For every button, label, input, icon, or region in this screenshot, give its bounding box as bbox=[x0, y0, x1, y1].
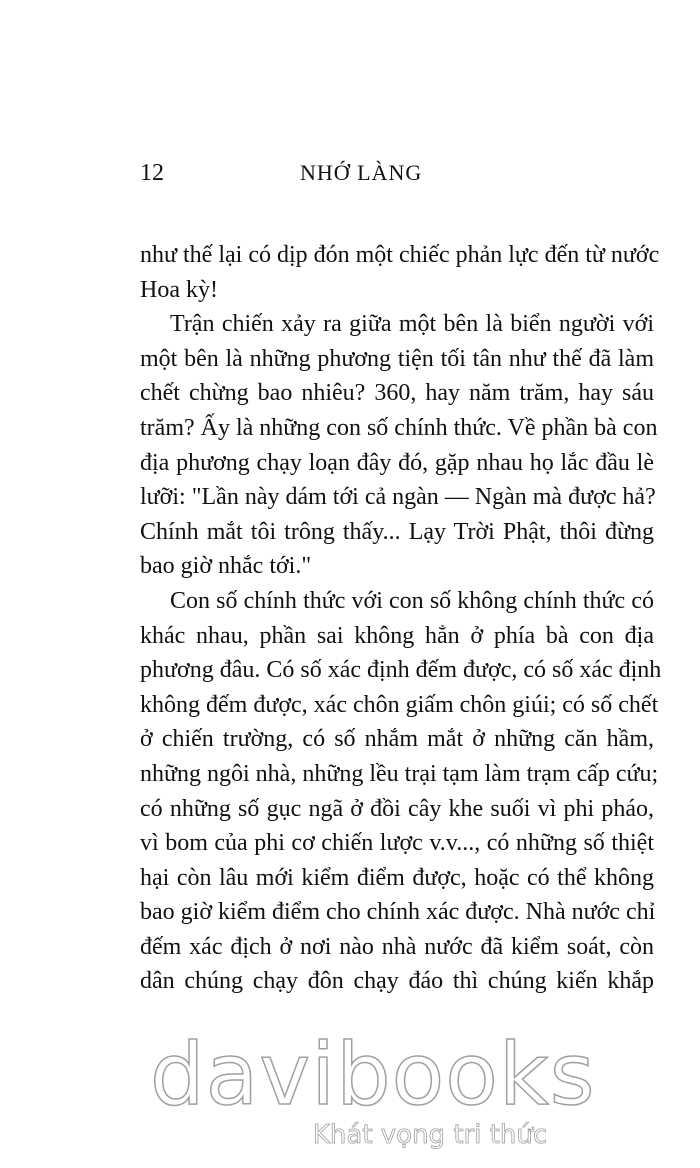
text-line: phương đâu. Có số xác định đếm được, có số xác định bbox=[140, 657, 662, 684]
text-line: Trận chiến xảy ra giữa một bên là biển người với bbox=[170, 311, 654, 338]
text-line: trăm? Ấy là những con số chính thức. Về phần bà con bbox=[140, 414, 658, 441]
text-line: Chính mắt tôi trông thấy... Lạy Trời Phật, thôi đừng bbox=[140, 518, 654, 545]
text-line: như thế lại có dịp đón một chiếc phản lực đến từ nước bbox=[140, 242, 660, 268]
text-line: địa phương chạy loạn đây đó, gặp nhau họ lắc đầu lè bbox=[140, 449, 654, 476]
watermark bbox=[150, 1025, 596, 1150]
text-line: không đếm được, xác chôn giấm chôn giúi; có số chết bbox=[140, 691, 659, 718]
text-line: ở chiến trường, có số nhắm mắt ở những căn hầm, bbox=[140, 726, 654, 753]
text-line: Con số chính thức với con số không chính thức có bbox=[170, 587, 654, 614]
text-line: một bên là những phương tiện tối tân như thế đã làm bbox=[140, 345, 654, 372]
running-title: NHỚ LÀNG bbox=[300, 160, 423, 185]
text-line: bao giờ kiểm điểm cho chính xác được. Nhà nước chỉ bbox=[140, 899, 656, 926]
text-line: hại còn lâu mới kiểm điểm được, hoặc có thể không bbox=[140, 864, 654, 891]
page-number: 12 bbox=[140, 160, 164, 186]
text-line: có những số gục ngã ở đồi cây khe suối vì phi pháo, bbox=[140, 795, 654, 822]
text-line: Hoa kỳ! bbox=[140, 276, 218, 303]
text-line: chết chừng bao nhiêu? 360, hay năm trăm, hay sáu bbox=[140, 380, 654, 407]
text-line: đếm xác địch ở nơi nào nhà nước đã kiểm soát, còn bbox=[140, 933, 654, 960]
text-line: vì bom của phi cơ chiến lược v.v..., có những số thiệt bbox=[140, 830, 654, 857]
text-line: lưỡi: "Lần này dám tới cả ngàn — Ngàn mà được hả? bbox=[140, 484, 656, 511]
text-line: bao giờ nhắc tới." bbox=[140, 553, 312, 580]
body-text bbox=[140, 238, 662, 999]
text-line: những ngôi nhà, những lều trại tạm làm trạm cấp cứu; bbox=[140, 760, 659, 787]
watermark-brand: davibooks bbox=[150, 1025, 596, 1125]
watermark-tagline: Khát vọng tri thức bbox=[312, 1120, 548, 1150]
text-line: khác nhau, phần sai không hẳn ở phía bà con địa bbox=[140, 622, 654, 649]
text-line: dân chúng chạy đôn chạy đáo thì chúng kiến khắp bbox=[140, 968, 654, 995]
